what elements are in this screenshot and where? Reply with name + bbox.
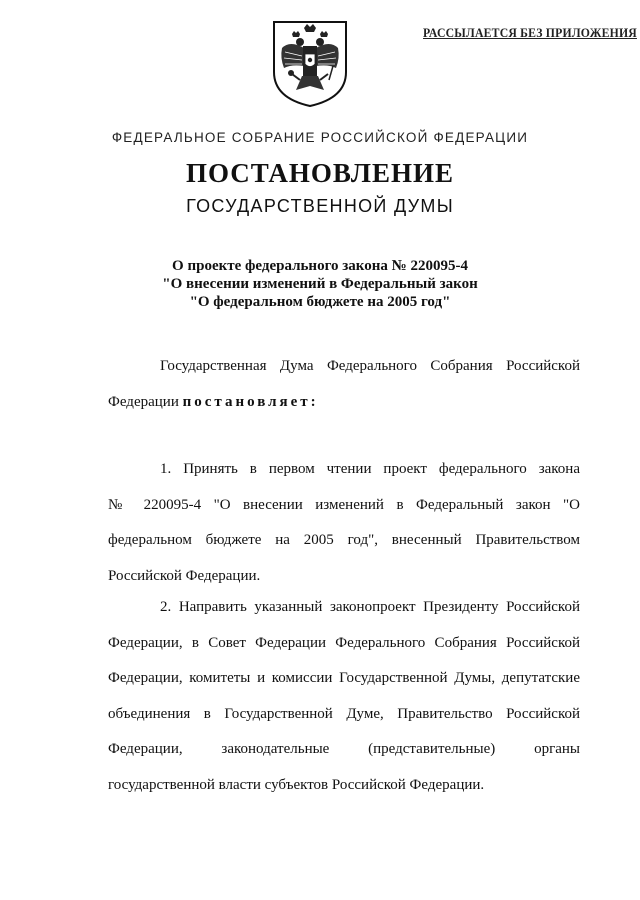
document-subject (0, 257, 640, 311)
russian-coat-of-arms-icon (270, 18, 350, 108)
paragraph-line: 1. Принять в первом чтении проект федерального закона (160, 461, 580, 477)
preamble-prefix: Федерации (108, 393, 179, 410)
paragraph-line: государственной власти субъектов Российской Федерации. (108, 776, 485, 793)
subject-line: "О внесении изменений в Федеральный закон (162, 276, 478, 292)
resolution-item-2 (108, 590, 580, 803)
assembly-name: ФЕДЕРАЛЬНОЕ СОБРАНИЕ РОССИЙСКОЙ ФЕДЕРАЦИИ (111, 130, 529, 145)
paragraph-line (108, 385, 580, 421)
subject-line: "О федеральном бюджете на 2005 год" (189, 294, 451, 310)
resolves-verb: постановляет: (182, 393, 319, 410)
distribution-stamp: РАССЫЛАЕТСЯ БЕЗ ПРИЛОЖЕНИЯ (423, 26, 637, 40)
paragraph-line: Российской Федерации. (108, 567, 261, 584)
paragraph-line: 2. Направить указанный законопроект Президенту Российской (160, 599, 580, 615)
resolution-item-1 (108, 452, 580, 594)
document-title: ПОСТАНОВЛЕНИЕ (185, 158, 455, 188)
paragraph-line: Федерации, законодательные (представительные) органы (108, 741, 580, 757)
paragraph-line: Федерации, в Совет Федерации Федерального Собрания Российской (108, 634, 580, 651)
paragraph-line: № 220095-4 "О внесении изменений в Федеральный закон "О (108, 496, 580, 513)
paragraph-line: объединения в Государственной Думе, Правительство Российской (108, 705, 580, 722)
paragraph-line: федеральном бюджете на 2005 год", внесенный Правительством (108, 532, 580, 548)
preamble-paragraph (108, 349, 580, 420)
document-subtitle: ГОСУДАРСТВЕННОЙ ДУМЫ (186, 196, 454, 216)
subject-line: О проекте федерального закона № 220095-4 (172, 258, 468, 274)
paragraph-line: Государственная Дума Федерального Собрания Российской (160, 358, 580, 374)
paragraph-line: Федерации, комитеты и комиссии Государственной Думы, депутатские (108, 670, 580, 686)
